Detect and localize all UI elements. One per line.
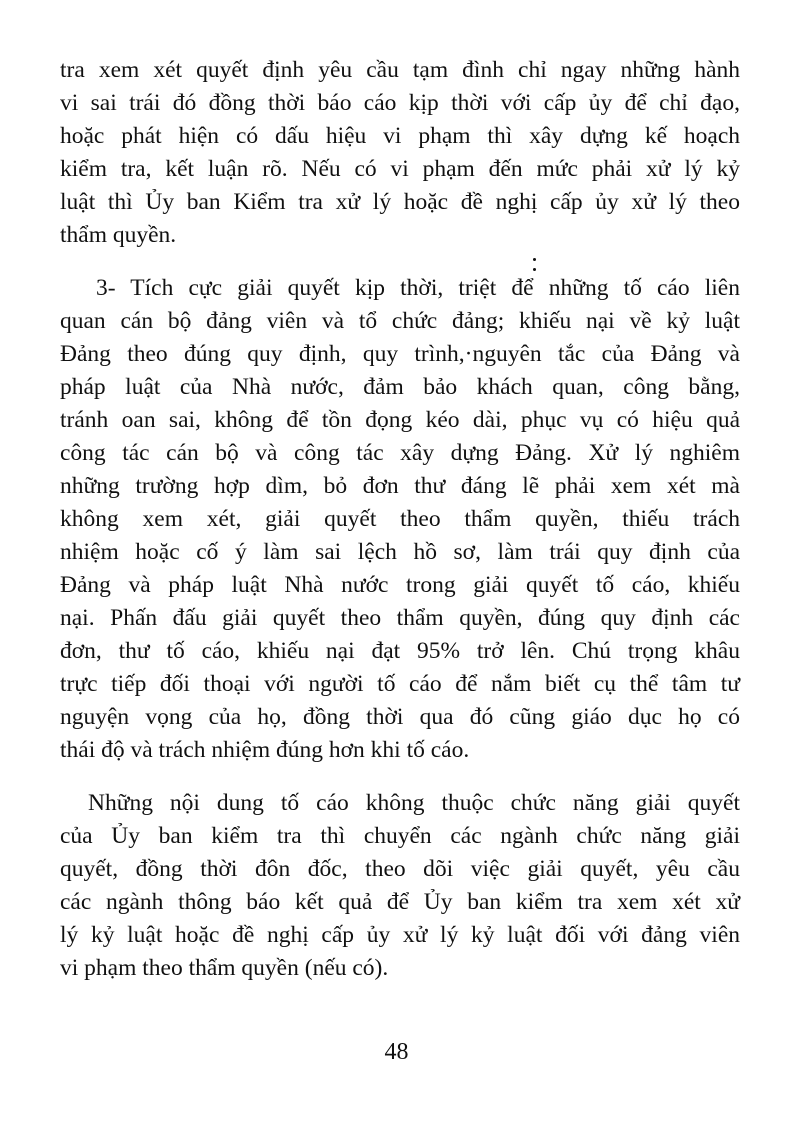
page-number: 48: [384, 1039, 409, 1065]
paragraph-3: [60, 787, 740, 985]
paragraph-line: tra xem xét quyết định yêu cầu tạm đình chỉ ngay những hành: [60, 57, 740, 83]
paragraph-line: kiểm tra, kết luận rõ. Nếu có vi phạm đến mức phải xử lý kỷ: [60, 156, 740, 182]
paragraph-line: nhiệm hoặc cố ý làm sai lệch hồ sơ, làm trái quy định của: [60, 539, 740, 565]
stray-dot: [533, 268, 536, 271]
stray-dot: [533, 258, 536, 261]
paragraph-gap: [60, 252, 740, 272]
paragraph-line: vi sai trái đó đồng thời báo cáo kịp thời với cấp ủy để chỉ đạo,: [60, 90, 740, 116]
paragraph-line: tránh oan sai, không để tồn đọng kéo dài, phục vụ có hiệu quả: [60, 407, 740, 433]
paragraph-1: [60, 54, 740, 252]
paragraph-line: nguyện vọng của họ, đồng thời qua đó cũng giáo dục họ có: [60, 704, 740, 730]
paragraph-gap: [60, 767, 740, 787]
paragraph-line: Đảng và pháp luật Nhà nước trong giải quyết tố cáo, khiếu: [60, 572, 740, 598]
paragraph-line: luật thì Ủy ban Kiểm tra xử lý hoặc đề nghị cấp ủy xử lý theo: [60, 189, 740, 215]
paragraph-line: của Ủy ban kiểm tra thì chuyển các ngành chức năng giải: [60, 823, 740, 849]
paragraph-line: quan cán bộ đảng viên và tổ chức đảng; khiếu nại về kỷ luật: [60, 308, 740, 334]
paragraph-line: vi phạm theo thẩm quyền (nếu có).: [60, 955, 389, 981]
paragraph-line: những trường hợp dìm, bỏ đơn thư đáng lẽ phải xem xét mà: [60, 473, 740, 499]
paragraph-line: các ngành thông báo kết quả để Ủy ban kiểm tra xem xét xử: [60, 889, 740, 915]
paragraph-line: hoặc phát hiện có dấu hiệu vi phạm thì xây dựng kế hoạch: [60, 123, 740, 149]
paragraph-line: đơn, thư tố cáo, khiếu nại đạt 95% trở lên. Chú trọng khâu: [60, 638, 740, 664]
paragraph-line: pháp luật của Nhà nước, đảm bảo khách quan, công bằng,: [60, 374, 740, 400]
paragraph-line: thẩm quyền.: [60, 222, 177, 248]
paragraph-line: Những nội dung tố cáo không thuộc chức năng giải quyết: [88, 790, 740, 816]
paragraph-line: 3- Tích cực giải quyết kịp thời, triệt để những tố cáo liên: [96, 275, 740, 301]
paragraph-line: công tác cán bộ và công tác xây dựng Đảng. Xử lý nghiêm: [60, 440, 740, 466]
paragraph-line: lý kỷ luật hoặc đề nghị cấp ủy xử lý kỷ luật đối với đảng viên: [60, 922, 740, 948]
paragraph-line: thái độ và trách nhiệm đúng hơn khi tố cáo.: [60, 737, 470, 763]
paragraph-line: trực tiếp đối thoại với người tố cáo để nắm biết cụ thể tâm tư: [60, 671, 740, 697]
paragraph-line: nại. Phấn đấu giải quyết theo thẩm quyền, đúng quy định các: [60, 605, 740, 631]
document-page: [60, 54, 740, 985]
paragraph-line: Đảng theo đúng quy định, quy trình,·nguyên tắc của Đảng và: [60, 341, 740, 367]
paragraph-line: quyết, đồng thời đôn đốc, theo dõi việc giải quyết, yêu cầu: [60, 856, 740, 882]
paragraph-2: [60, 272, 740, 767]
paragraph-line: không xem xét, giải quyết theo thẩm quyền, thiếu trách: [60, 506, 740, 532]
